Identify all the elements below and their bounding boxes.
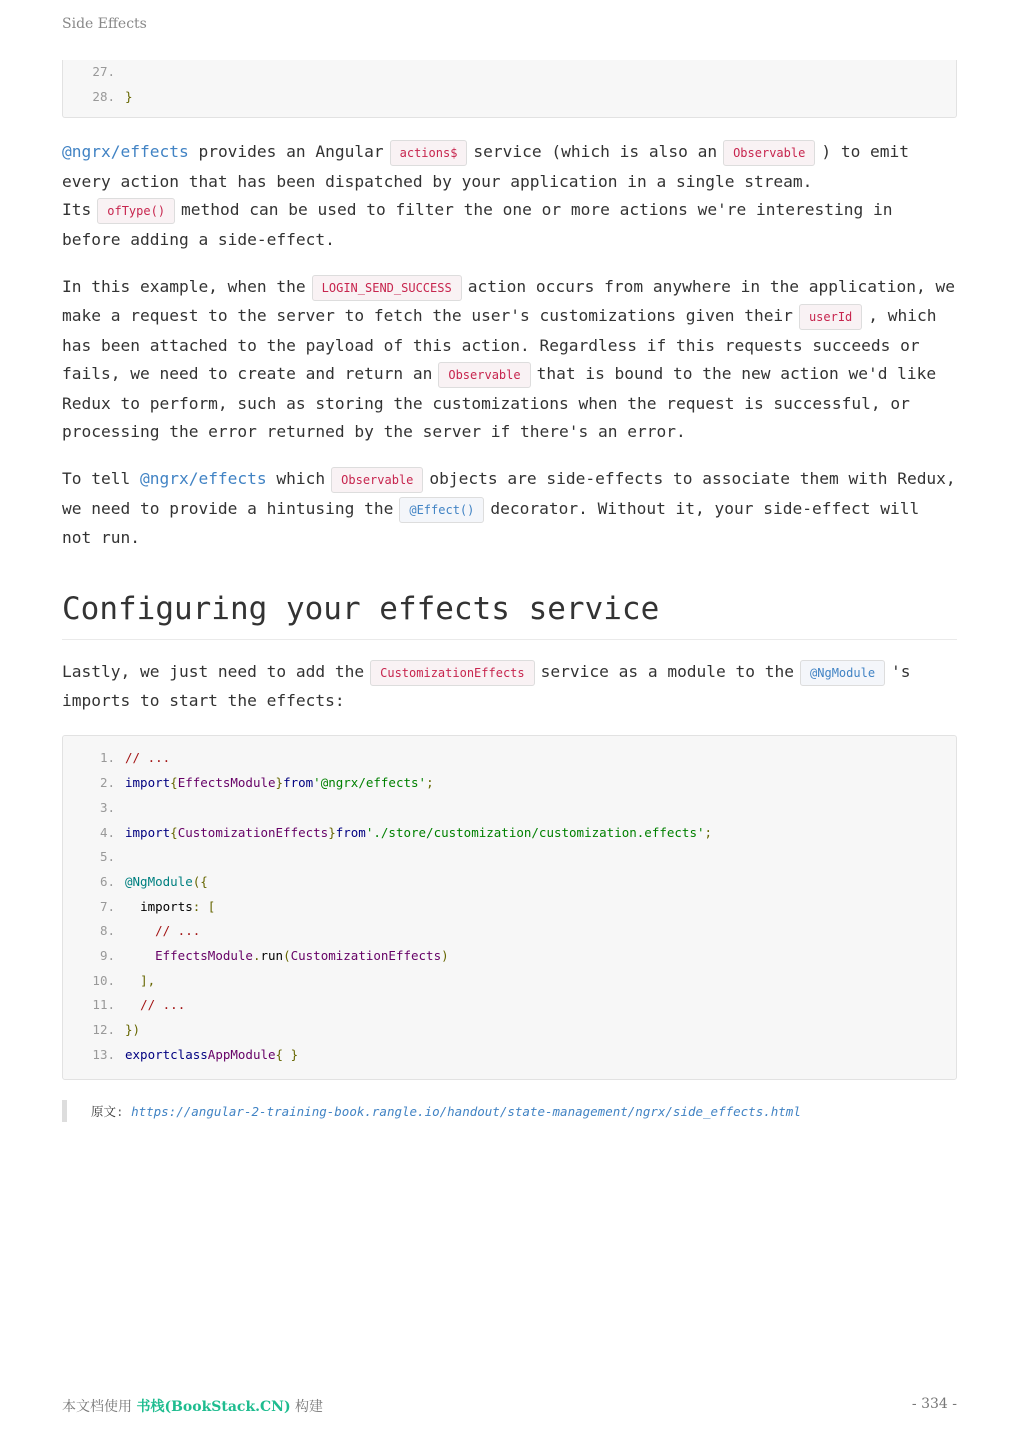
section-heading: Configuring your effects service	[62, 591, 957, 640]
code-identifier: EffectsModule	[177, 775, 276, 791]
page-header-title: Side Effects	[62, 16, 147, 32]
code-identifier: AppModule	[207, 1046, 276, 1062]
ngrx-effects-link[interactable]: @ngrx/effects	[139, 469, 267, 489]
code-keyword: from	[283, 775, 314, 791]
line-number: 9.	[99, 947, 115, 963]
text: that is bound to the new action we'd like Redux to perform, such as storing the customizations when the request is successful, or processing the error returned by the server if there's an error.	[62, 364, 937, 442]
ngrx-effects-link[interactable]: @ngrx/effects	[62, 142, 189, 162]
text: which	[266, 469, 326, 489]
code-line	[63, 895, 956, 920]
inline-code-observable: Observable	[438, 362, 530, 388]
code-property: imports	[140, 898, 193, 914]
source-quote	[62, 1100, 957, 1122]
code-punct: )	[441, 947, 449, 963]
code-keyword: class	[170, 1046, 208, 1062]
code-punct: (	[283, 947, 291, 963]
line-number: 28.	[92, 88, 115, 104]
code-line	[63, 1018, 956, 1043]
line-number: 12.	[92, 1022, 115, 1038]
paragraph-decorator	[62, 465, 957, 552]
code-decorator: @NgModule	[125, 873, 193, 889]
line-number: 2.	[99, 775, 115, 791]
inline-code-actions: actions$	[390, 140, 468, 166]
footer-suffix: 构建	[290, 1399, 324, 1415]
code-punct: }	[275, 775, 284, 791]
inline-code-login-send-success: LOGIN_SEND_SUCCESS	[312, 275, 462, 301]
text: Lastly, we just need to add the	[62, 661, 365, 681]
bookstack-link[interactable]: 书栈(BookStack.CN)	[136, 1399, 291, 1415]
line-number: 5.	[99, 849, 115, 865]
line-number: 8.	[99, 923, 115, 939]
source-link[interactable]: https://angular-2-training-book.rangle.io/handout/state-management/ngrx/side_effects.html	[131, 1104, 801, 1120]
code-punct: {	[170, 824, 178, 840]
inline-code-observable: Observable	[723, 140, 815, 166]
text: , which has been attached to the payload of this action. Regardless if this requests succeeds or fails, we need to create and return an	[62, 306, 937, 384]
code-punct: { }	[275, 1046, 299, 1062]
text: provides an Angular	[188, 142, 384, 162]
text: service (which is also an	[473, 142, 718, 162]
code-line	[63, 771, 956, 796]
code-line	[63, 944, 956, 969]
code-identifier: CustomizationEffects	[177, 824, 329, 840]
code-punct: .	[252, 947, 261, 963]
code-line	[63, 1043, 956, 1068]
inline-code-effect-decorator: @Effect()	[399, 497, 484, 523]
page-number: - 334 -	[911, 1396, 957, 1412]
source-label: 原文	[91, 1104, 117, 1120]
code-keyword: import	[125, 775, 171, 791]
inline-code-oftype: ofType()	[97, 198, 175, 224]
code-punct: ;	[426, 775, 434, 791]
code-line	[63, 870, 956, 895]
code-line	[63, 746, 956, 771]
code-punct: ;	[704, 824, 713, 840]
code-punct: : [	[192, 898, 216, 914]
line-number: 7.	[99, 898, 115, 914]
source-colon: :	[116, 1104, 132, 1120]
code-indent	[125, 895, 140, 920]
inline-code-userid: userId	[799, 304, 862, 330]
code-line	[63, 919, 956, 944]
text: objects are side-effects to associate them with Redux, we need to provide a hintusing the	[62, 469, 956, 518]
code-block-app-module	[62, 735, 957, 1080]
line-number: 10.	[92, 972, 115, 988]
inline-code-ngmodule: @NgModule	[800, 660, 885, 686]
code-indent	[125, 993, 140, 1018]
text: In this example, when the	[62, 277, 306, 296]
code-method: run	[260, 947, 284, 963]
code-punct: }	[328, 824, 336, 840]
text: decorator. Without it, your side-effect will not run.	[62, 498, 920, 548]
code-line	[63, 845, 956, 870]
code-keyword: import	[125, 824, 171, 840]
inline-code-customization-effects: CustomizationEffects	[370, 660, 535, 686]
paragraph-configure	[62, 658, 957, 716]
code-punct: ({	[192, 873, 208, 889]
text: action occurs from anywhere in the application, we make a request to the server to fetch the user's customizations given their	[62, 277, 955, 326]
code-indent	[125, 919, 155, 944]
code-comment: // ...	[155, 923, 201, 939]
code-comment: // ...	[140, 997, 186, 1013]
line-number: 4.	[99, 824, 115, 840]
code-indent	[125, 944, 155, 969]
footer-prefix: 本文档使用	[62, 1399, 137, 1415]
code-keyword: from	[335, 824, 366, 840]
code-string: './store/customization/customization.effects'	[365, 824, 705, 840]
code-line	[63, 969, 956, 994]
line-number: 3.	[99, 799, 115, 815]
text: service as a module to the	[540, 661, 795, 681]
code-block-continued	[62, 60, 957, 118]
paragraph-example	[62, 273, 957, 446]
text: ) to emit every action that has been dispatched by your application in a single stream. Its	[62, 142, 910, 220]
text: method can be used to filter the one or more actions we're interesting in before adding a side-effect.	[62, 200, 893, 249]
code-line	[63, 821, 956, 846]
code-line	[63, 60, 956, 85]
code-line	[63, 85, 956, 110]
line-number: 1.	[99, 750, 115, 766]
line-number: 11.	[92, 997, 115, 1013]
code-keyword: export	[125, 1046, 171, 1062]
code-punct: {	[170, 775, 178, 791]
text: To tell	[62, 469, 140, 489]
paragraph-effects-intro	[62, 138, 957, 254]
code-string: '@ngrx/effects'	[313, 775, 427, 791]
code-identifier: CustomizationEffects	[290, 947, 442, 963]
code-indent	[125, 969, 140, 994]
code-punct: ],	[140, 972, 156, 988]
code-line	[63, 796, 956, 821]
page-content	[62, 60, 957, 1122]
line-number: 6.	[99, 873, 115, 889]
text: 's imports to start the effects:	[62, 661, 911, 711]
code-identifier: EffectsModule	[155, 947, 253, 963]
code-line	[63, 993, 956, 1018]
code-text: }	[125, 88, 133, 104]
footer-credit	[62, 1396, 323, 1416]
line-number: 13.	[92, 1046, 115, 1062]
code-comment: // ...	[125, 750, 171, 766]
inline-code-observable: Observable	[331, 467, 423, 493]
code-punct: })	[125, 1022, 141, 1038]
line-number: 27.	[92, 64, 115, 79]
